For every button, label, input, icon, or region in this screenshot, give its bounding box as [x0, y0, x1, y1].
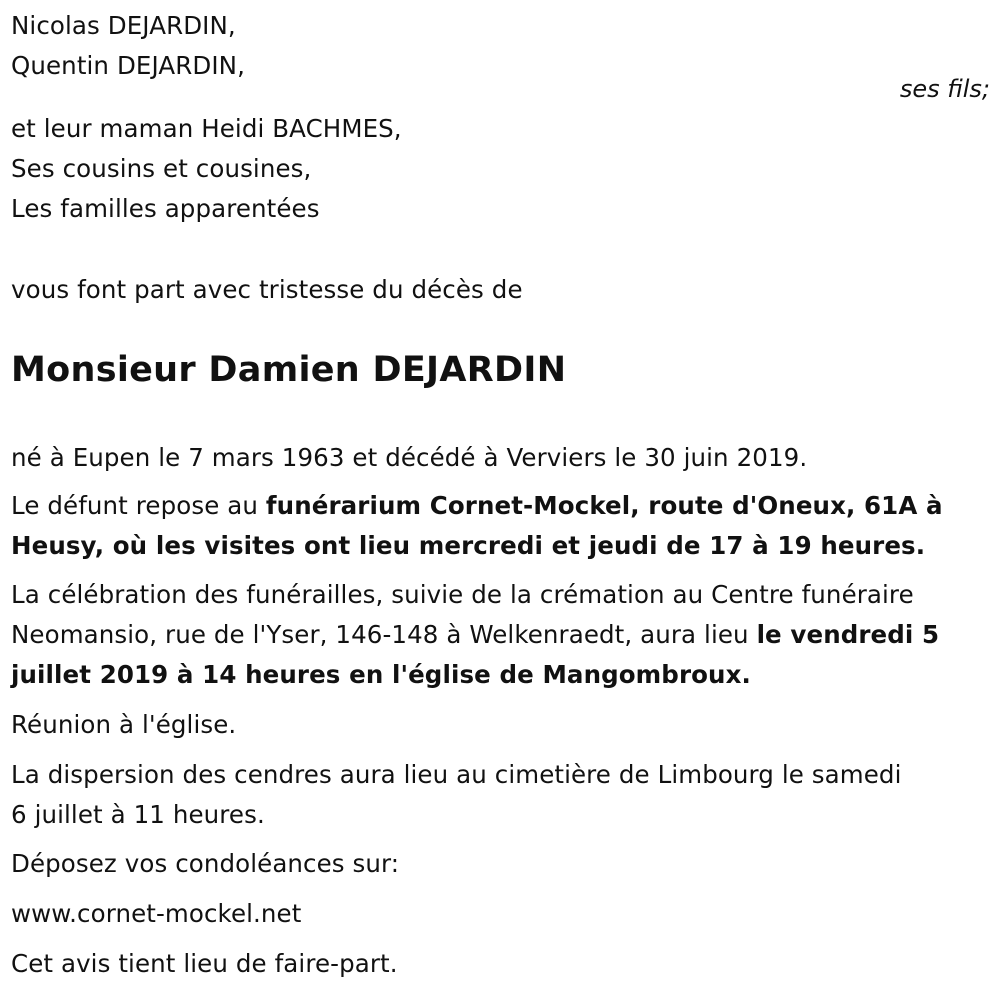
- announcement-text: vous font part avec tristesse du décès de: [11, 275, 523, 304]
- family-member-son-1: Nicolas DEJARDIN,: [11, 11, 236, 40]
- ceremony-date-start: le vendredi 5: [756, 620, 940, 649]
- repose-intro: Le défunt repose au: [11, 491, 266, 520]
- repose-paragraph: [11, 486, 991, 566]
- ceremony-line-2: Neomansio, rue de l'Yser, 146-148 à Welkenraedt, aura lieu: [11, 620, 757, 649]
- closing-text: Cet avis tient lieu de faire-part.: [11, 949, 398, 978]
- deceased-name-heading: Monsieur Damien DEJARDIN: [11, 350, 567, 390]
- repose-visits: Heusy, où les visites ont lieu mercredi et jeudi de 17 à 19 heures.: [11, 531, 926, 560]
- family-member-son-2: Quentin DEJARDIN,: [11, 51, 245, 80]
- sons-role-label: ses fils;: [899, 75, 990, 103]
- reunion-text: Réunion à l'église.: [11, 710, 237, 739]
- website-link[interactable]: www.cornet-mockel.net: [11, 899, 302, 928]
- family-member-mother: et leur maman Heidi BACHMES,: [11, 114, 402, 143]
- dispersion-line-1: La dispersion des cendres aura lieu au cimetière de Limbourg le samedi: [11, 760, 902, 789]
- ceremony-paragraph: [11, 575, 991, 695]
- ceremony-line-1: La célébration des funérailles, suivie de la crémation au Centre funéraire: [11, 580, 914, 609]
- family-cousins: Ses cousins et cousines,: [11, 154, 312, 183]
- condolences-label: Déposez vos condoléances sur:: [11, 849, 400, 878]
- birth-death-details: né à Eupen le 7 mars 1963 et décédé à Verviers le 30 juin 2019.: [11, 443, 808, 472]
- family-relatives: Les familles apparentées: [11, 194, 320, 223]
- dispersion-paragraph: [11, 755, 991, 835]
- dispersion-line-2: 6 juillet à 11 heures.: [11, 800, 265, 829]
- repose-location: funérarium Cornet-Mockel, route d'Oneux, 61A à: [265, 491, 943, 520]
- ceremony-date-place: juillet 2019 à 14 heures en l'église de Mangombroux.: [11, 660, 751, 689]
